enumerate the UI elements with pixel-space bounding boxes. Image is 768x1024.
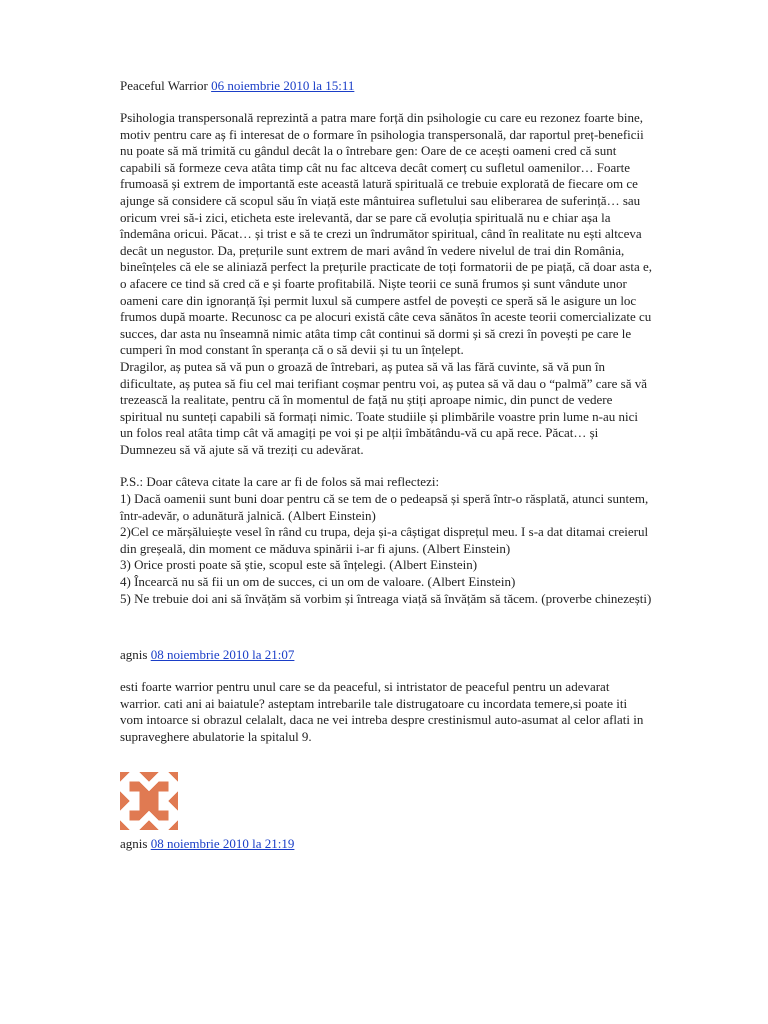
comment-paragraph: Psihologia transpersonală reprezintă a patra mare forță din psihologie cu care eu rezonez foarte bine, motiv pentru care aș fi interesat de o formare în psihologia transpersonală, dar raportul preț-beneficii nu poate să mă trimită cu gândul decât la o întrebare gen: Oare de ce acești oameni cred că sunt capabili să formeze ceva atâta timp cât nu fac altceva decât comerț cu sufletul oamenilor… Foarte frumoasă și extrem de importantă este această latură spirituală ce trebuie explorată de fiecare om ce ajunge să considere că scopul său în viață este mântuirea sufletului sau eliberarea de suferință… sau oricum vrei să-i zici, eticheta este irelevantă, dar se pare că evoluția spirituală nu e chiar așa la îndemâna oricui. Păcat… și trist e să te crezi un îndrumător spiritual, când în realitate nu ești altceva decât un negustor. Da, prețurile sunt extrem de mari având în vedere nivelul de trai din România, bineînțeles că ele se aliniază perfect la prețurile practicate de toți formatorii de pe piață, că doar asta e, o afacere ce tind să cred că e și foarte profitabilă. Niște teorii ce sună frumos și sunt vândute unor oameni care din ignoranță își permit luxul să cumpere astfel de povești ce speră să le asigure un loc frumos după moarte. Recunosc ca pe alocuri există câte ceva sănătos în aceste teorii comercializate cu succes, dar asta nu înseamnă nimic atâta timp cât continui să dormi și să crezi în povești pe care le cumperi în mod constant în speranța că o să devii și tu un înțelept. [120, 110, 652, 358]
comment-date-link[interactable]: 06 noiembrie 2010 la 15:11 [211, 78, 355, 93]
quote-line: 5) Ne trebuie doi ani să învățăm să vorbim și întreaga viață să învățăm să tăcem. (proverbe chinezești) [120, 590, 652, 606]
ps-heading: P.S.: Doar câteva citate la care ar fi de folos să mai reflectezi: [120, 474, 440, 490]
quote-line: 2)Cel ce mărșăluiește vesel în rând cu trupa, deja și-a câștigat disprețul meu. I s-a dat ditamai creierul din greșeală, din moment ce măduva spinării i-ar fi ajuns. (Albert Einstein) [120, 524, 649, 556]
quote-line: 1) Dacă oamenii sunt buni doar pentru că se tem de o pedeapsă și speră într-o răsplată, atunci suntem, într-adevăr, o adunătură jalnică. (Albert Einstein) [120, 491, 649, 523]
comment-thread [120, 78, 652, 852]
comment-paragraph: esti foarte warrior pentru unul care se da peaceful, si intristator de peaceful pentru un adevarat warrior. cati ani ai baiatule? asteptam intrebarile tale distrugatoare cu incordata temere,si poate iti vom intoarce si obrazul celalalt, daca ne vei intreba despre crestinismul auto-asumat al celor aflati in supraveghere abulatorie la spitalul 9. [120, 679, 644, 744]
quote-line: 3) Orice prosti poate să știe, scopul este să înțelegi. (Albert Einstein) [120, 557, 478, 573]
comment-meta [120, 836, 652, 852]
comment-date-link[interactable]: 08 noiembrie 2010 la 21:19 [150, 835, 295, 851]
comment-date-link[interactable]: 08 noiembrie 2010 la 21:07 [150, 647, 295, 663]
comment-meta [120, 78, 652, 94]
comment-author: agnis [120, 835, 148, 851]
comment-paragraph: Dragilor, aș putea să vă pun o groază de întrebari, aș putea să vă las fără cuvinte, să vă pun în dificultate, aș putea să fiu cel mai terifiant coșmar pentru voi, aș putea să vă dau o “palmă” care să vă trezească la realitate, pentru că în momentul de față nu știți aproape nimic, din punct de vedere spiritual nu sunteți capabili să formați nimic. Toate studiile și plimbările voastre prin lume n-au nici un folos real atâta timp cât vă amagiți pe voi și pe alții îmbătându-vă cu apă rece. Păcat… și Dumnezeu să vă ajute să vă treziți cu adevărat. [120, 358, 647, 457]
comment-meta [120, 647, 652, 663]
identicon-avatar-icon [120, 772, 178, 830]
comment-author: Peaceful Warrior [120, 78, 208, 93]
quote-line: 4) Încearcă nu să fii un om de succes, ci un om de valoare. (Albert Einstein) [120, 574, 516, 590]
comment-author: agnis [120, 647, 148, 663]
